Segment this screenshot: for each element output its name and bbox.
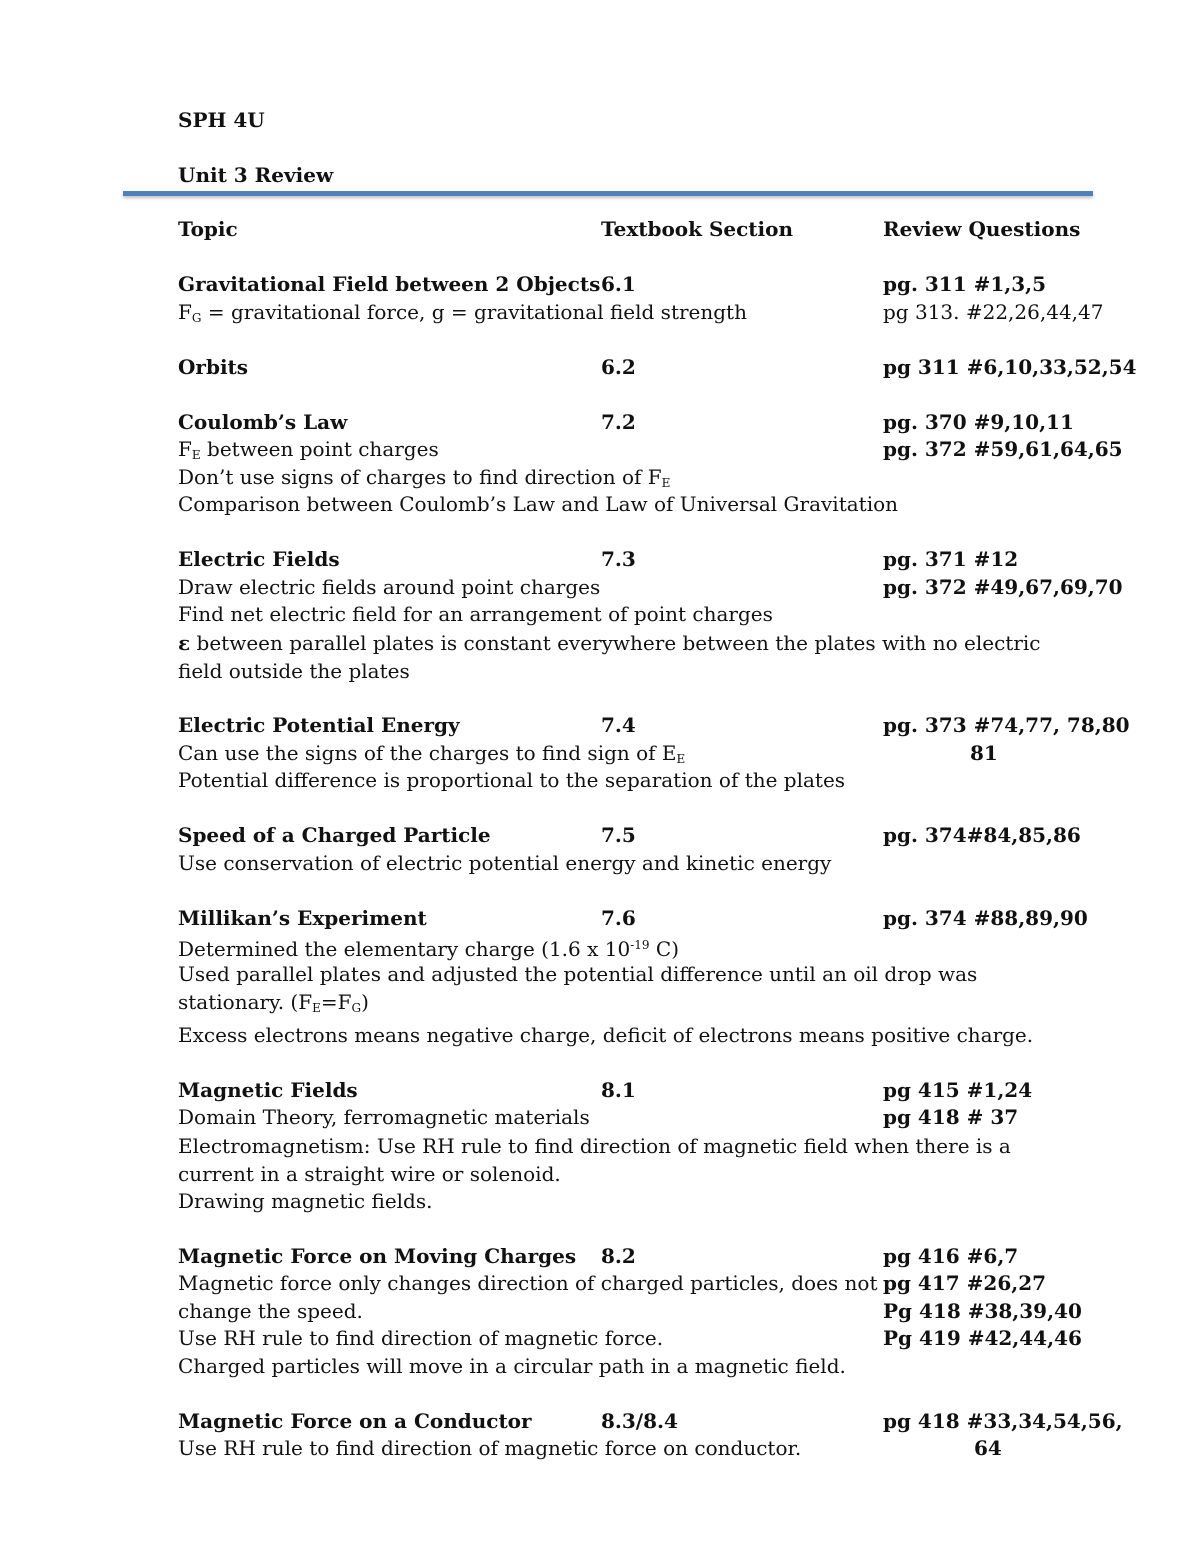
topic-title: Magnetic Force on a Conductor [178,1408,532,1433]
header-rule [123,191,1093,196]
course-code: SPH 4U [178,108,265,132]
topic-questions: pg 417 #26,27 [883,1271,1047,1295]
topic-note: $F_G$ = gravitational force, g = gravitational field strength [178,299,747,325]
topic-questions: pg. 373 #74,77, 78,80 [883,713,1130,737]
topic-questions: 64 [974,1436,1002,1460]
topic-note: Don’t use signs of charges to find direction of $F_E$ [178,464,671,490]
topic-row [178,712,1178,740]
topic-title: Electric Fields [178,547,340,571]
topic-note: Drawing magnetic fields. [178,1188,433,1213]
topic-questions: pg. 374 #88,89,90 [883,905,1088,930]
topic-note: Potential difference is proportional to the separation of the plates [178,768,846,792]
topic-questions: Pg 418 #38,39,40 [883,1298,1082,1323]
note-row [178,1325,1178,1353]
topic-questions: Pg 419 #42,44,46 [883,1326,1082,1350]
note-row [178,574,1178,602]
topic-note: $F_E$ between point charges [178,437,439,462]
topic-note: Excess electrons means negative charge, deficit of electrons means positive charge. [178,1022,1034,1047]
note-row [178,740,1178,768]
topic-section: 7.6 [601,905,636,930]
note-row [178,1270,1178,1298]
topic-title: Orbits [178,354,249,379]
note-row [178,1353,1178,1381]
topic-title: Magnetic Fields [178,1077,358,1102]
topic-row [178,1077,1178,1105]
topic-questions: pg 416 #6,7 [883,1243,1019,1268]
topic-section: 7.5 [601,823,636,847]
topic-questions: pg. 311 #1,3,5 [883,272,1047,296]
topic-note: Can use the signs of the charges to find sign of $E_E$ [178,740,686,766]
topic-title: Magnetic Force on Moving Charges [178,1243,577,1268]
topic-note: ε between parallel plates is constant everywhere between the plates with no electric field outside the plates [178,630,1041,683]
topic-note: change the speed. [178,1298,363,1323]
note-row [178,1022,1178,1050]
col-section: Textbook Section [601,217,794,241]
topic-note: Use RH rule to find direction of magnetic force on conductor. [178,1436,802,1460]
note-row [178,932,1178,960]
topic-questions: 81 [970,740,998,765]
topic-section: 7.4 [601,713,636,737]
topic-note: Magnetic force only changes direction of charged particles, does not [178,1271,878,1295]
topic-title: Electric Potential Energy [178,713,460,737]
note-row [178,1435,1178,1463]
topic-questions: pg 313. #22,26,44,47 [883,299,1104,324]
topic-note: Electromagnetism: Use RH rule to find direction of magnetic field when there is a current in a straight wire or solenoid. [178,1133,1011,1186]
topic-section: 8.1 [601,1077,636,1102]
topic-section: 6.2 [601,354,636,379]
topic-section: 6.1 [601,272,636,296]
unit-title: Unit 3 Review [178,163,334,187]
topic-questions: pg. 372 #49,67,69,70 [883,574,1123,599]
note-row [178,1132,1178,1188]
topic-note: Draw electric fields around point charges [178,574,601,599]
topic-questions: pg. 370 #9,10,11 [883,409,1074,434]
note-row [178,601,1178,629]
topic-row [178,354,1178,382]
topic-note: Determined the elementary charge (1.6 x $10^{-19}$ C) [178,937,679,961]
topic-questions: pg. 374#84,85,86 [883,823,1081,847]
note-row [178,1188,1178,1216]
note-row [178,960,1178,1022]
col-questions: Review Questions [883,217,1081,241]
topic-title: Gravitational Field between 2 Objects [178,272,601,296]
review-table [178,216,1178,1463]
topic-note: Used parallel plates and adjusted the potential difference until an oil drop was stationary. $(F_E=F_G)$ [178,961,978,1015]
topic-note: Domain Theory, ferromagnetic materials [178,1105,590,1129]
topic-note: Charged particles will move in a circular path in a magnetic field. [178,1353,846,1378]
note-row [178,299,1178,327]
topic-section: 8.3/8.4 [601,1408,678,1433]
topic-row [178,546,1178,574]
note-row [178,629,1178,685]
topic-row [178,905,1178,933]
topic-row [178,1243,1178,1271]
topic-row [178,1408,1178,1436]
note-row [178,491,1178,519]
topic-section: 7.2 [601,409,636,434]
topic-questions: pg 415 #1,24 [883,1077,1033,1102]
topic-questions: pg 418 # 37 [883,1105,1019,1129]
topic-row [178,409,1178,437]
note-row [178,767,1178,795]
topic-title: Coulomb’s Law [178,409,348,434]
note-row [178,436,1178,464]
topic-section: 7.3 [601,547,636,571]
topic-note: Use conservation of electric potential energy and kinetic energy [178,850,832,875]
topic-title: Speed of a Charged Particle [178,823,491,847]
column-header-row [178,216,1178,244]
topic-note: Find net electric field for an arrangement of point charges [178,602,773,626]
topic-note: Comparison between Coulomb’s Law and Law of Universal Gravitation [178,492,899,516]
col-topic: Topic [178,217,238,241]
topic-title: Millikan’s Experiment [178,905,427,930]
note-row [178,464,1178,492]
note-row [178,850,1178,878]
topic-questions: pg 311 #6,10,33,52,54 [883,354,1137,379]
topic-row [178,271,1178,299]
topic-row [178,822,1178,850]
note-row [178,1104,1178,1132]
topic-note: Use RH rule to find direction of magnetic force. [178,1326,664,1350]
topic-section: 8.2 [601,1243,636,1268]
note-row [178,1298,1178,1326]
topic-questions: pg. 371 #12 [883,547,1019,571]
topic-questions: pg. 372 #59,61,64,65 [883,437,1123,461]
topic-questions: pg 418 #33,34,54,56, [883,1408,1123,1433]
